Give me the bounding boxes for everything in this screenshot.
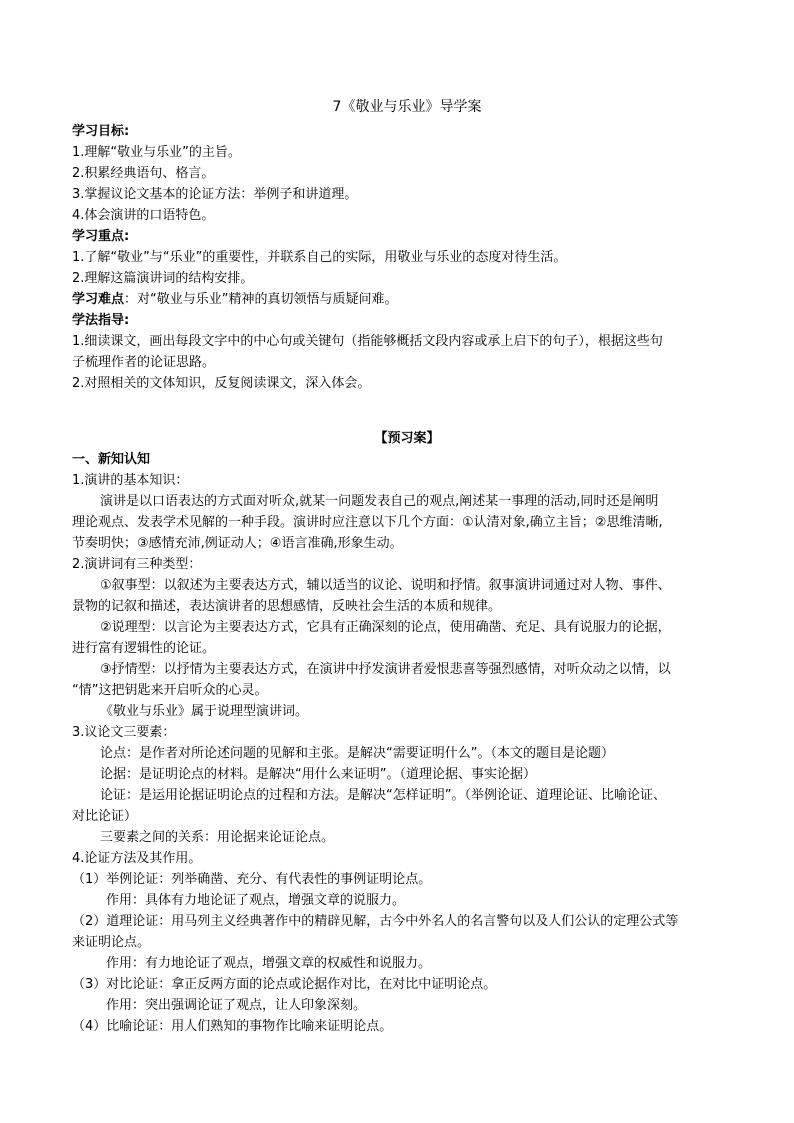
methods-line: 作用：突出强调论证了观点，让人印象深刻。 [106,998,367,1013]
speech-basic-title: 1.演讲的基本知识： [72,473,189,488]
methods-line: （3）对比论证：拿正反两方面的论点或论据作对比，在对比中证明论点。 [72,977,497,992]
speech-basic-line: 演讲是以口语表达的方式面对听众,就某一问题发表自己的观点,阐述某一事理的活动,同时还是阐明 [100,494,659,509]
goals-heading: 学习目标: [72,124,130,139]
goal-item: 1.理解“敬业与乐业”的主旨。 [72,145,241,160]
methods-title: 4.论证方法及其作用。 [72,851,202,866]
method-line: 1.细读课文，画出每段文字中的中心句或关键句（指能够概括文段内容或承上启下的句子），根据这些句 [72,334,663,349]
preview-heading: 【预习案】 [374,431,440,446]
method-line: 子梳理作者的论证思路。 [72,355,216,370]
method-heading: 学法指导: [72,313,130,328]
document-title: 7《敬业与乐业》导学案 [332,99,482,115]
key-item: 2.理解这篇演讲词的结构安排。 [72,271,254,286]
goal-item: 4.体会演讲的口语特色。 [72,208,215,223]
types-line: ②说理型：以言论为主要表达方式，它具有正确深刻的论点，使用确凿、充足、具有说服力的论据， [100,620,671,635]
elements-line: 三要素之间的关系：用论据来论证论点。 [100,830,335,845]
types-line: “情”这把钥匙来开启听众的心灵。 [72,683,268,698]
difficulty-text: ：对“敬业与乐业”精神的真切领悟与质疑问难。 [124,292,398,307]
types-line: ③抒情型：以抒情为主要表达方式，在演讲中抒发演讲者爱恨悲喜等强烈感情，对听众动之以情，以 [100,662,671,677]
key-item: 1.了解“敬业”与“乐业”的重要性，并联系自己的实际，用敬业与乐业的态度对待生活。 [72,250,567,265]
methods-line: 作用：有力地论证了观点，增强文章的权威性和说服力。 [106,956,432,971]
methods-line: 来证明论点。 [72,935,151,950]
goal-item: 3.掌握议论文基本的论证方法：举例子和讲道理。 [72,187,358,202]
types-line: ①叙事型：以叙述为主要表达方式，辅以适当的议论、说明和抒情。叙事演讲词通过对人物、事件、 [100,578,671,593]
goal-item: 2.积累经典语句、格言。 [72,166,215,181]
elements-line: 论证：是运用论据证明论点的过程和方法。是解决“怎样证明”。（举例论证、道理论证、比喻论证、 [100,788,666,803]
elements-line: 论据：是证明论点的材料。是解决“用什么来证明”。（道理论据、事实论据） [100,767,536,782]
types-line: 《敬业与乐业》属于说理型演讲词。 [100,704,309,719]
methods-line: （1）举例论证：列举确凿、充分、有代表性的事例证明论点。 [72,872,432,887]
methods-line: 作用：具体有力地论证了观点，增强文章的说服力。 [106,893,406,908]
methods-line: （2）道理论证：用马列主义经典著作中的精辟见解，古今中外名人的名言警句以及人们公认的定理公式等 [72,914,679,929]
speech-basic-line: 节奏明快；③感情充沛,例证动人；④语言准确,形象生动。 [72,536,403,551]
difficulty-line [72,289,722,310]
method-line: 2.对照相关的文体知识，反复阅读课文，深入体会。 [72,376,371,391]
elements-title: 3.议论文三要素： [72,725,176,740]
key-heading: 学习重点: [72,229,130,244]
types-line: 进行富有逻辑性的论证。 [72,641,216,656]
part1-heading: 一、新知认知 [72,452,151,467]
difficulty-label: 学习难点 [72,292,125,307]
types-title: 2.演讲词有三种类型： [72,557,202,572]
elements-line: 对比论证） [72,809,138,824]
speech-basic-line: 理论观点、发表学术见解的一种手段。演讲时应注意以下几个方面：①认清对象,确立主旨；②思维清晰, [72,515,663,530]
elements-line: 论点：是作者对所论述问题的见解和主张。是解决“需要证明什么”。（本文的题目是论题） [100,746,614,761]
methods-line: （4）比喻论证：用人们熟知的事物作比喻来证明论点。 [72,1019,393,1034]
document-page [72,96,722,1037]
types-line: 景物的记叙和描述，表达演讲者的思想感情，反映社会生活的本质和规律。 [72,599,502,614]
